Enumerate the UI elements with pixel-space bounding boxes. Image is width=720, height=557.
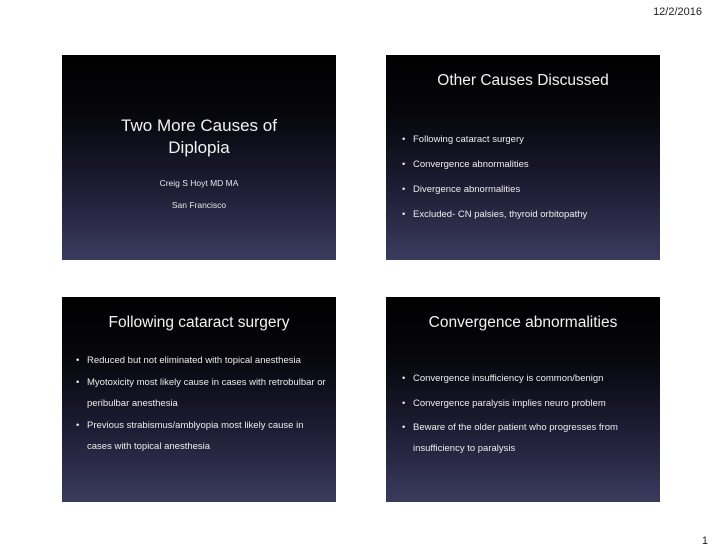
bullet-icon: • — [402, 184, 406, 195]
author-name: Creig S Hoyt MD MA — [159, 178, 239, 188]
slide-4-convergence — [386, 297, 660, 502]
page-date: 12/2/2016 — [653, 6, 702, 18]
bullet-icon: • — [402, 159, 406, 170]
bullet-icon: • — [402, 209, 406, 220]
bullet-item: • Excluded- CN palsies, thyroid orbitopathy — [402, 202, 650, 227]
author-location: San Francisco — [171, 200, 227, 210]
bullet-list — [402, 127, 650, 227]
bullet-item: • Convergence insufficiency is common/benign — [402, 367, 650, 391]
bullet-icon: • — [76, 419, 80, 431]
slide-1-title — [62, 55, 336, 260]
bullet-item: • Myotoxicity most likely cause in cases with retrobulbar or peribulbar anesthesia — [76, 372, 326, 415]
bullet-icon: • — [402, 134, 406, 145]
bullet-list — [76, 350, 326, 458]
bullet-item: • Divergence abnormalities — [402, 177, 650, 202]
slide-2-other-causes — [386, 55, 660, 260]
bullet-icon: • — [402, 373, 406, 384]
slide-heading: Convergence abnormalities — [428, 314, 618, 331]
bullet-item: • Previous strabismus/amblyopia most likely cause in cases with topical anesthesia — [76, 415, 326, 458]
bullet-item: • Following cataract surgery — [402, 127, 650, 152]
slide-heading: Following cataract surgery — [108, 314, 290, 331]
bullet-item: • Convergence abnormalities — [402, 152, 650, 177]
bullet-icon: • — [402, 398, 406, 409]
bullet-item: • Reduced but not eliminated with topical anesthesia — [76, 350, 326, 372]
bullet-icon: • — [76, 355, 80, 366]
slide-3-cataract-surgery — [62, 297, 336, 502]
page-number: 1 — [701, 535, 708, 547]
slide-title: Two More Causes of Diplopia — [121, 116, 277, 157]
bullet-item: • Convergence paralysis implies neuro problem — [402, 392, 650, 416]
bullet-icon: • — [402, 422, 406, 433]
bullet-icon: • — [76, 376, 80, 388]
bullet-item: • Beware of the older patient who progresses from insufficiency to paralysis — [402, 417, 650, 459]
bullet-list — [402, 367, 650, 460]
slide-heading: Other Causes Discussed — [437, 72, 609, 89]
